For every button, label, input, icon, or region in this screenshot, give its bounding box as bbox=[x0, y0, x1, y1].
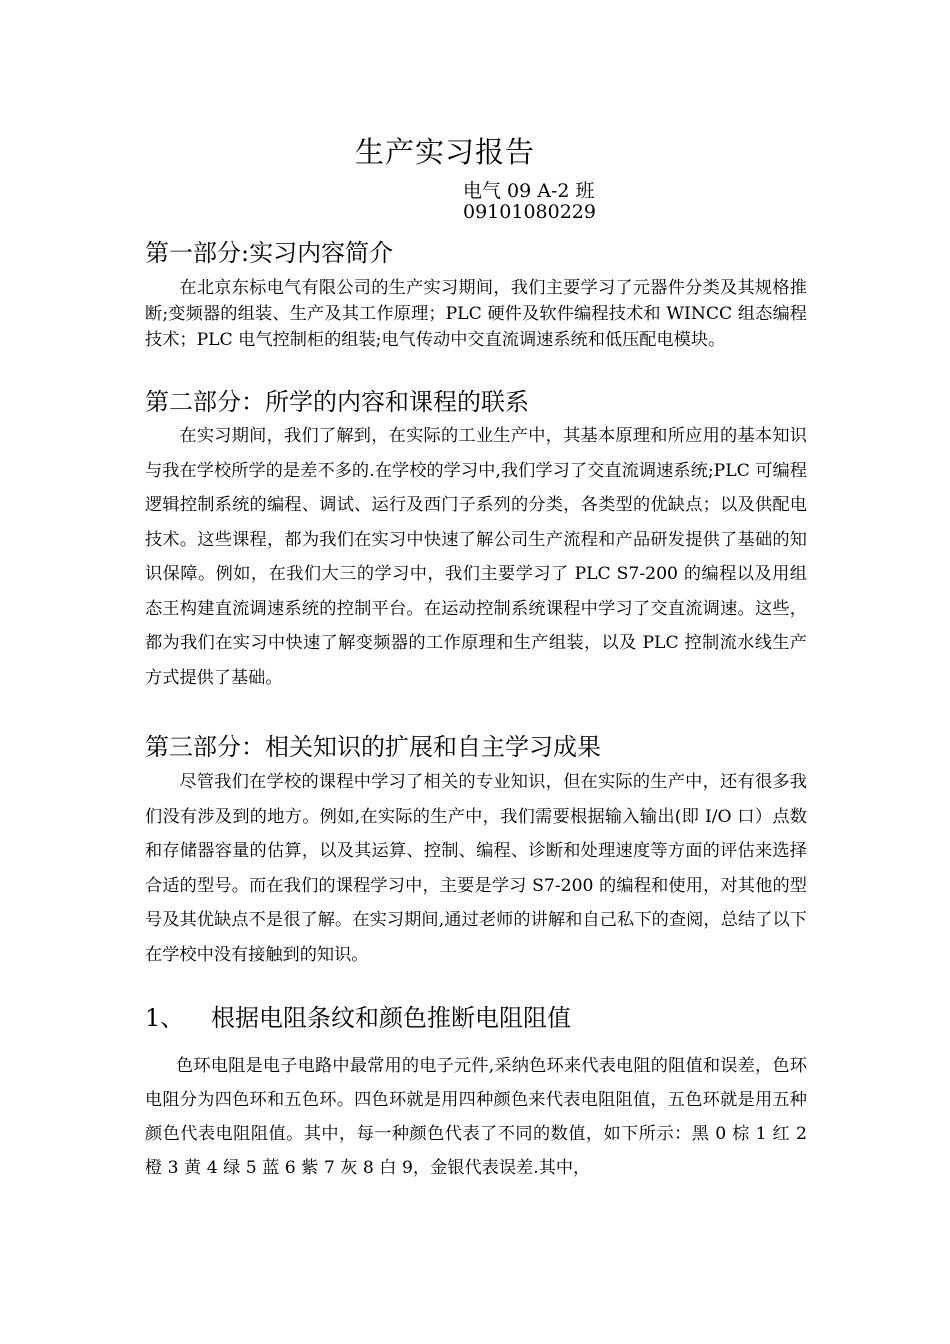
student-id: 09101080229 bbox=[463, 201, 596, 223]
subsection-1-heading bbox=[145, 998, 571, 1033]
class-name: 电气 09 A-2 班 bbox=[463, 180, 595, 202]
section-2-paragraph: 在实习期间，我们了解到，在实际的工业生产中，其基本原理和所应用的基本知识与我在学校所学的是差不多的.在学校的学习中,我们学习了交直流调速系统;PLC 可编程逻辑控制系统的编程、调试、运行及西门子系列的分类，各类型的优缺点；以及供配电技术。这些课程，都为我们在实习中快速了解公司生产流程和产品研发提供了基础的知识保障。例如，在我们大三的学习中，我们主要学习了 PLC S7-200 的编程以及用组态王构建直流调速系统的控制平台。在运动控制系统课程中学习了交直流调速。这些，都为我们在实习中快速了解变频器的工作原理和生产组装，以及 PLC 控制流水线生产方式提供了基础。 bbox=[145, 426, 807, 688]
subsection-1-number: 1、 bbox=[145, 1004, 185, 1032]
section-3-paragraph: 尽管我们在学校的课程中学习了相关的专业知识，但在实际的生产中，还有很多我们没有涉及到的地方。例如,在实际的生产中，我们需要根据输入输出(即 I/O 口）点数和存储器容量的估算，以及其运算、控制、编程、诊断和处理速度等方面的评估来选择合适的型号。而在我们的课程学习中，主要是学习 S7-200 的编程和使用，对其他的型号及其优缺点不是很了解。在实习期间,通过老师的讲解和自己私下的查阅，总结了以下在学校中没有接触到的知识。 bbox=[145, 772, 807, 965]
section-1-heading: 第一部分:实习内容简介 bbox=[145, 239, 394, 267]
subsection-1-paragraph: 色环电阻是电子电路中最常用的电子元件,采纳色环来代表电阻的阻值和误差，色环电阻分为四色环和五色环。四色环就是用四种颜色来代表电阻阻值，五色环就是用五种颜色代表电阻阻值。其中，每一种颜色代表了不同的数值，如下所示：黑 0 棕 1 红 2 橙 3 黄 4 绿 5 蓝 6 紫 7 灰 8 白 9，金银代表误差.其中， bbox=[145, 1056, 807, 1178]
section-1-paragraph: 在北京东标电气有限公司的生产实习期间，我们主要学习了元器件分类及其规格推断;变频器的组装、生产及其工作原理；PLC 硬件及软件编程技术和 WINCC 组态编程技术；PLC 电气控制柜的组装;电气传动中交直流调速系统和低压配电模块。 bbox=[145, 278, 807, 350]
report-title: 生产实习报告 bbox=[354, 135, 535, 169]
section-2-heading: 第二部分：所学的内容和课程的联系 bbox=[145, 388, 529, 416]
subsection-1-title: 根据电阻条纹和颜色推断电阻阻值 bbox=[211, 1004, 571, 1032]
section-3-heading: 第三部分：相关知识的扩展和自主学习成果 bbox=[145, 733, 601, 761]
